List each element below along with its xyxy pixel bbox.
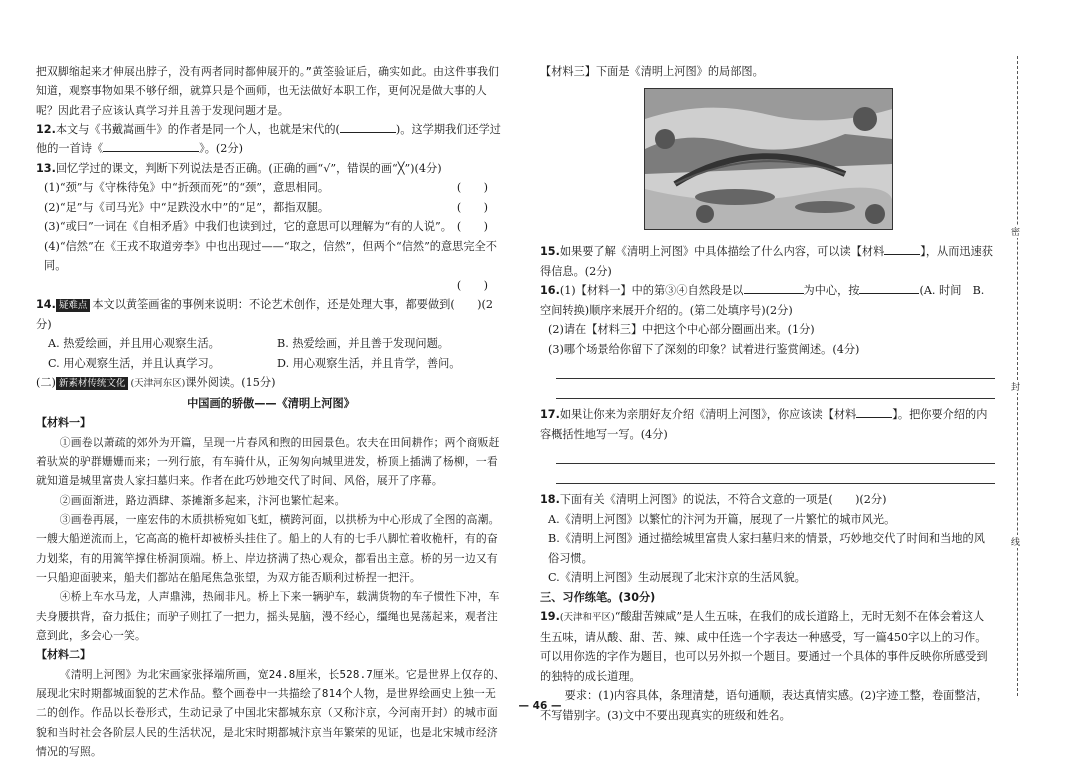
option-b[interactable]: B.《清明上河图》通过描绘城里富贵人家扫墓归来的情景，巧妙地交代了时间和当地的风俗习惯。: [548, 532, 985, 565]
material-1-paragraph: ④桥上车水马龙，人声鼎沸，热闹非凡。桥上下来一辆驴车，载满货物的车子惯性下冲，车夫身腰拱背，奋力抵住；而驴子则扛了一把力，摇头晃脑，漫不经心，缰绳也晃荡起来，观者注意到此，多会心一笑。: [36, 590, 500, 642]
judge-item: (3)“或曰”一词在《自相矛盾》中我们也读到过，它的意思可以理解为“有的人说”。 ( ): [36, 217, 506, 237]
reading-title: 中国画的骄傲——《清明上河图》: [187, 396, 355, 410]
question-13: 13.回忆学过的课文，判断下列说法是否正确。(正确的画“√”，错误的画“╳”)(4分) (1)“颈”与《守株待兔》中“折颈而死”的“颈”，意思相同。 ( ) (2)“足”与《司马光》中“足跌没水中”的“足”，都指双腿。 ( ) (3)“或曰”一词在《自相矛盾》中我们也读到过，它的意思可以理解为“有的人说”。 ( ) (4)“信然”在《王戎不取道旁李》中也出现过——“取之，信然”，但两个“信然”的意思完全不同。 ( ): [36, 159, 506, 296]
difficulty-tag: 疑难点: [56, 299, 91, 312]
answer-paren[interactable]: ( ): [456, 220, 488, 234]
writing-line[interactable]: [556, 359, 995, 379]
answer-paren[interactable]: ( ): [456, 278, 488, 292]
binding-cut-line: [1017, 56, 1018, 696]
question-17: 17.如果让你来为亲朋好友介绍《清明上河图》，你应该读【材料 】。把你要介绍的内容概括性地写一写。(4分): [540, 405, 995, 484]
answer-blank[interactable]: [884, 242, 920, 255]
margin-char: 密: [1011, 225, 1020, 238]
question-15: 15.如果要了解《清明上河图》中具体描绘了什么内容，可以读【材料 】，从而迅速获得信息。(2分): [540, 242, 995, 281]
answer-blank[interactable]: [856, 405, 892, 418]
margin-char: 线: [1011, 535, 1020, 548]
option-d[interactable]: D. 用心观察生活，并且肯学，善问。: [277, 356, 461, 370]
question-18: 18.下面有关《清明上河图》的说法，不符合文意的一项是( )(2分) A.《清明上河图》以繁忙的汴河为开篇，展现了一片繁忙的城市风光。 B.《清明上河图》通过描绘城里富贵人家扫墓归来的情景，巧妙地交代了时间和当地的风俗习惯。 C.《清明上河图》生动展现了北宋汴京的生活风貌。: [540, 490, 995, 588]
left-column: [36, 62, 506, 761]
question-14: 14. 疑难点 本文以黄筌画雀的事例来说明：不论艺术创作，还是处理大事，都要做到( )(2分) A. 热爱绘画，并且用心观察生活。 B. 热爱绘画，并且善于发现问题。 C. 用心观察生活，并且认真学习。 D. 用心观察生活，并且肯学，善问。: [36, 295, 506, 373]
option-a[interactable]: A. 热爱绘画，并且用心观察生活。: [48, 337, 220, 351]
judge-item: (1)“颈”与《守株待兔》中“折颈而死”的“颈”，意思相同。 ( ): [36, 178, 506, 198]
intro-paragraph: 把双脚缩起来才伸展出脖子，没有两者同时都伸展开的。”黄筌验证后，确实如此。由这件事我们知道，观察事物如果不够仔细，就算只是个画师，也无法做好本职工作，更何况是做大事的人呢？因此君子应该认真学习并且善于发现问题才是。: [36, 65, 500, 117]
writing-line[interactable]: [556, 444, 995, 464]
answer-paren[interactable]: ( ): [456, 200, 488, 214]
answer-paren[interactable]: ( ): [456, 181, 488, 195]
section-2-header: (二) 新素材传统文化 (天津河东区)课外阅读。(15分): [36, 376, 276, 390]
option-c[interactable]: C. 用心观察生活，并且认真学习。: [48, 356, 220, 370]
answer-blank[interactable]: [103, 139, 199, 152]
right-column: [540, 62, 995, 725]
section-3-header: 三、习作练笔。(30分): [540, 590, 656, 604]
writing-line[interactable]: [556, 379, 995, 399]
page-number: — 46 —: [518, 700, 562, 712]
question-16: 16.(1)【材料一】中的第③④自然段是以 为中心，按 (A. 时间 B. 空间转换)顺序来展开介绍的。(第二处填序号)(2分) (2)请在【材料三】中把这个中心部分圈画出来。(1分) (3)哪个场景给你留下了深刻的印象？试着进行鉴赏阐述。(4分): [540, 281, 995, 399]
option-a[interactable]: A.《清明上河图》以繁忙的汴河为开篇，展现了一片繁忙的城市风光。: [548, 512, 896, 526]
judge-item: (4)“信然”在《王戎不取道旁李》中也出现过——“取之，信然”，但两个“信然”的意思完全不同。: [44, 239, 497, 273]
material-2-paragraph: 《清明上河图》为北宋画家张择端所画，宽24.8厘米，长528.7厘米。它是世界上仅存的、展现北宋时期都城面貌的艺术作品。整个画卷中一共描绘了814个人物，是世界绘画史上独一无二的创作。作品以长卷形式，生动记录了中国北宋都城东京（又称汴京，今河南开封）的城市面貌和当时社会各阶层人民的生活状况，是北宋时期都城汴京当年繁荣的见证，也是北宋城市经济情况的写照。: [36, 667, 505, 758]
writing-line[interactable]: [556, 464, 995, 484]
answer-blank[interactable]: [744, 281, 804, 294]
option-b[interactable]: B. 热爱绘画，并且善于发现问题。: [277, 337, 449, 351]
category-tag: 新素材传统文化: [56, 377, 129, 390]
material-1-paragraph: ③画卷再展，一座宏伟的木质拱桥宛如飞虹，横跨河面，以拱桥为中心形成了全图的高潮。一艘大船逆流而上，它高高的桅杆却被桥头挂住了。船上的人有的七手八脚忙着收桅杆，有的奋力划桨，有的用篙竿撑住桥洞顶端。桥上、岸边挤满了热心观众，都看出主意。桥的另一边又有一只船迎面驶来，船夫们都站在船尾焦急张望，为双方能否顺利过桥捏一把汗。: [36, 513, 500, 584]
material-1-paragraph: ②画面渐进，路边酒肆、茶摊渐多起来，汴河也繁忙起来。: [59, 493, 346, 507]
question-19: 19.(天津和平区)“酸甜苦辣咸”是人生五味，在我们的成长道路上，无时无刻不在体会着这人生五味，请从酸、甜、苦、辣、咸中任选一个字表达一种感受，写一篇450字以上的习作。可以用你选的字作为题目，也可以另外拟一个题目。要通过一个具体的事件反映你所感受到的独特的成长道理。 要求：(1)内容具体，条理清楚，语句通顺，表达真情实感。(2)字迹工整，卷面整洁，不写错别字。(3)文中不要出现真实的班级和姓名。: [540, 607, 995, 725]
question-12: 12.本文与《书戴嵩画牛》的作者是同一个人，也就是宋代的( )。这学期我们还学过他的一首诗《 》。(2分): [36, 120, 506, 159]
material-2-label: 【材料二】: [36, 648, 91, 662]
margin-char: 封: [1011, 380, 1020, 393]
option-c[interactable]: C.《清明上河图》生动展现了北宋汴京的生活风貌。: [548, 571, 806, 584]
painting-figure[interactable]: [644, 88, 893, 230]
material-3-intro: 【材料三】下面是《清明上河图》的局部图。: [540, 65, 764, 78]
material-1-paragraph: ①画卷以萧疏的郊外为开篇，呈现一片春风和煦的田园景色。农夫在田间耕作；两个商贩赶着驮炭的驴群姗姗而来；一列行旅，有车骑什从，正匆匆向城里进发，桥顶上插满了杨柳，一看就知道是城里富贵人家扫墓归来。作者在此巧妙地交代了时间、风俗，展开了序幕。: [36, 435, 500, 488]
writing-requirements: 要求：(1)内容具体，条理清楚，语句通顺，表达真情实感。(2)字迹工整，卷面整洁，不写错别字。(3)文中不要出现真实的班级和姓名。: [540, 689, 988, 722]
answer-blank[interactable]: [340, 120, 396, 133]
answer-blank[interactable]: [859, 281, 919, 294]
material-1-label: 【材料一】: [36, 416, 91, 430]
judge-item: (2)“足”与《司马光》中“足跌没水中”的“足”，都指双腿。 ( ): [36, 198, 506, 218]
